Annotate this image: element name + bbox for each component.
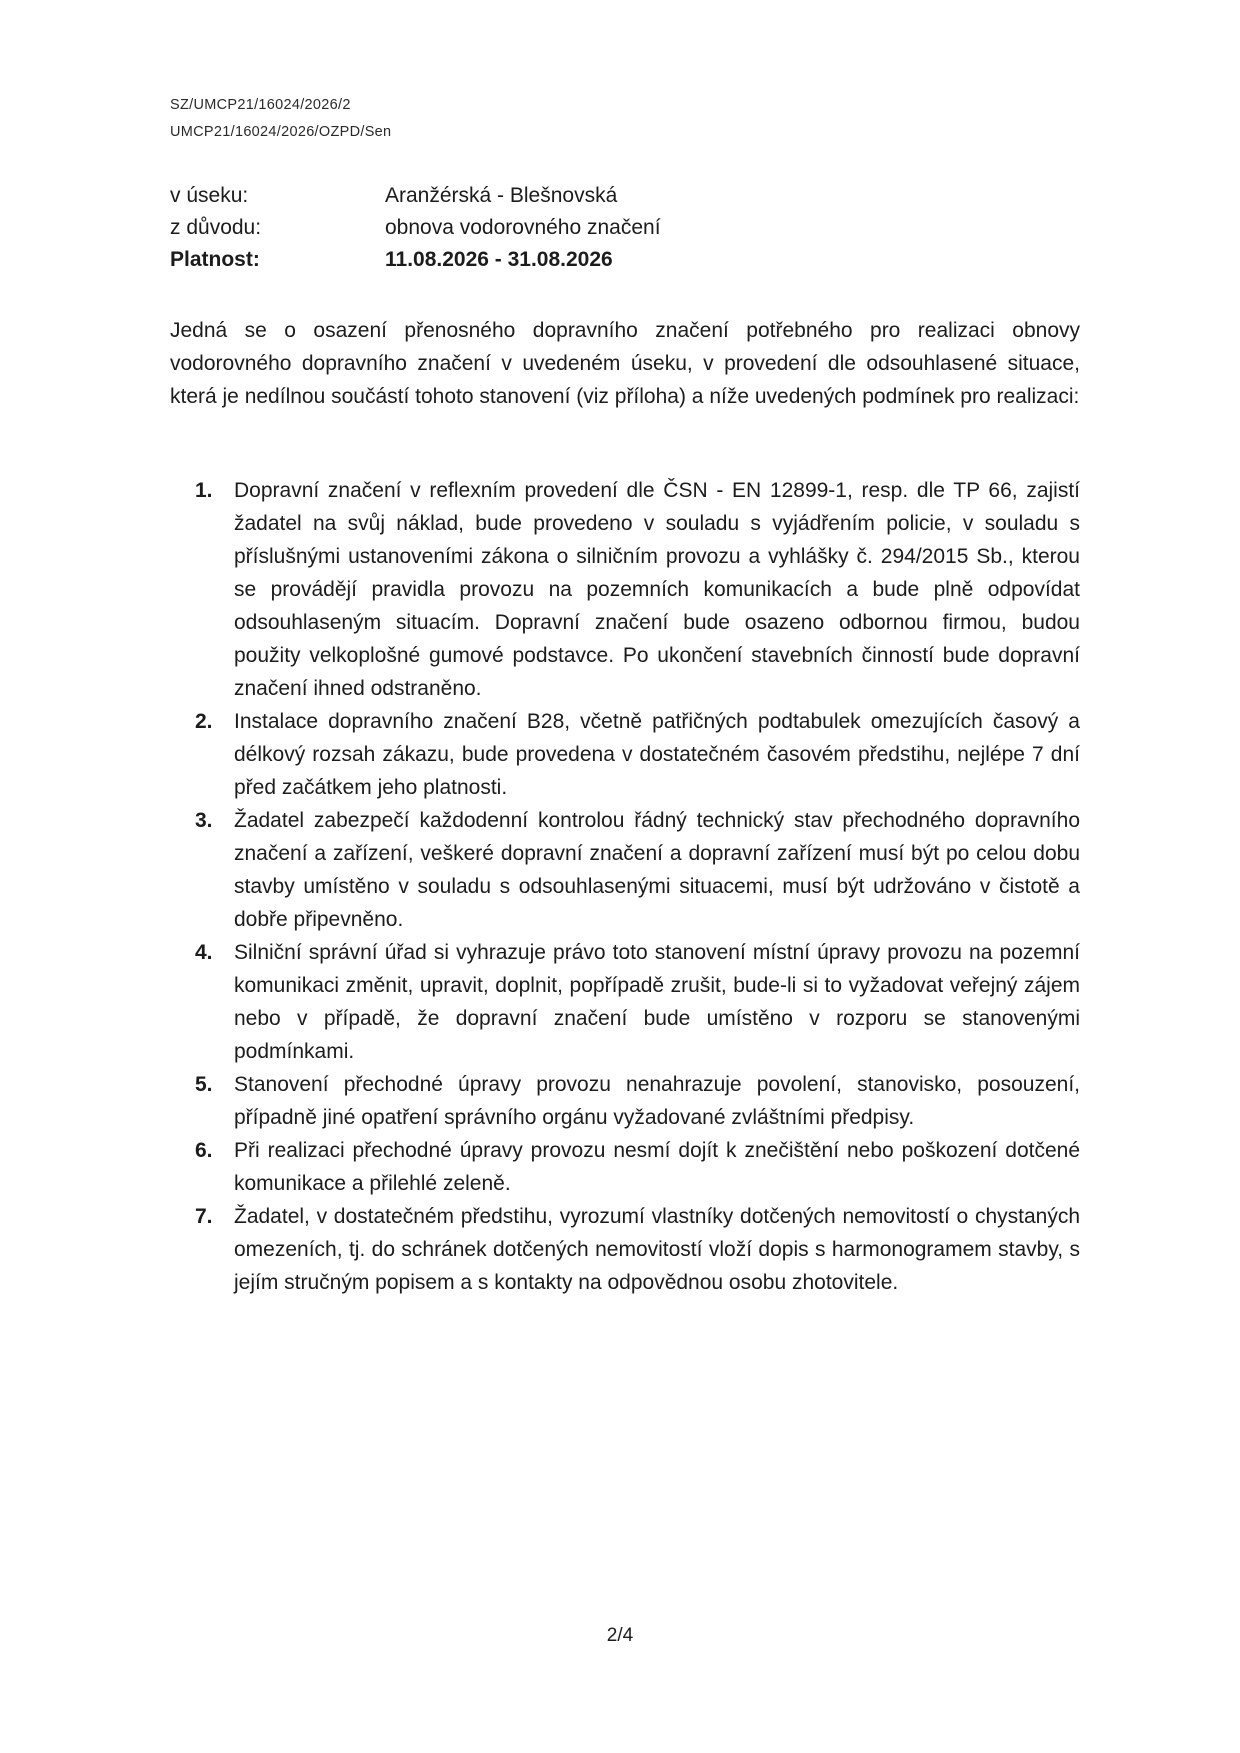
condition-item <box>195 804 1080 936</box>
section-row <box>170 180 985 212</box>
reason-row <box>170 212 985 244</box>
validity-row <box>170 244 985 276</box>
reason-value: obnova vodorovného značení <box>385 216 661 239</box>
condition-text: Silniční správní úřad si vyhrazuje právo toto stanovení místní úpravy provozu na pozemní komunikaci změnit, upravit, doplnit, popřípadě zrušit, bude-li si to vyžadovat veřejný zájem nebo v případě, že dopravní značení bude umístěno v rozporu se stanovenými podmínkami. <box>234 941 1080 1063</box>
condition-text: Dopravní značení v reflexním provedení dle ČSN - EN 12899-1, resp. dle TP 66, zajistí žadatel na svůj náklad, bude provedeno v souladu s vyjádřením policie, v souladu s příslušnými ustanoveními zákona o silničním provozu a vyhlášky č. 294/2015 Sb., kterou se provádějí pravidla provozu na pozemních komunikacích a bude plně odpovídat odsouhlaseným situacím. Dopravní značení bude osazeno odbornou firmou, budou použity velkoplošné gumové podstavce. Po ukončení stavebních činností bude dopravní značení ihned odstraněno. <box>234 479 1080 700</box>
condition-text: Při realizaci přechodné úpravy provozu nesmí dojít k znečištění nebo poškození dotčené komunikace a přilehlé zeleně. <box>234 1139 1080 1195</box>
validity-label: Platnost: <box>170 248 260 271</box>
condition-text: Žadatel zabezpečí každodenní kontrolou řádný technický stav přechodného dopravního značení a zařízení, veškeré dopravní značení a dopravní zařízení musí být po celou dobu stavby umístěno v souladu s odsouhlasenými situacemi, musí být udržováno v čistotě a dobře připevněno. <box>234 809 1080 931</box>
condition-text: Stanovení přechodné úpravy provozu nenahrazuje povolení, stanovisko, posouzení, případně jiné opatření správního orgánu vyžadované zvláštními předpisy. <box>234 1073 1080 1129</box>
reference-line-2: UMCP21/16024/2026/OZPD/Sen <box>170 124 392 140</box>
reason-label: z důvodu: <box>170 216 262 239</box>
condition-item <box>195 705 1080 804</box>
page-number: 2/4 <box>606 1625 634 1646</box>
intro-paragraph: Jedná se o osazení přenosného dopravního značení potřebného pro realizaci obnovy vodorovného dopravního značení v uvedeném úseku, v provedení dle odsouhlasené situace, která je nedílnou součástí tohoto stanovení (viz příloha) a níže uvedených podmínek pro realizaci: <box>170 319 1080 408</box>
validity-value: 11.08.2026 - 31.08.2026 <box>385 248 613 271</box>
condition-item <box>195 1134 1080 1200</box>
condition-text: Žadatel, v dostatečném předstihu, vyrozumí vlastníky dotčených nemovitostí o chystaných omezeních, tj. do schránek dotčených nemovitostí vloží dopis s harmonogramem stavby, s jejím stručným popisem a s kontakty na odpovědnou osobu zhotovitele. <box>234 1205 1080 1294</box>
section-label: v úseku: <box>170 184 249 207</box>
conditions-list <box>195 474 1080 1299</box>
condition-number: 3. <box>195 809 213 832</box>
reference-numbers <box>170 92 391 146</box>
metadata-block <box>170 180 985 276</box>
condition-number: 6. <box>195 1139 213 1162</box>
condition-number: 2. <box>195 710 213 733</box>
section-value: Aranžérská - Blešnovská <box>385 184 618 207</box>
condition-number: 7. <box>195 1205 213 1228</box>
condition-number: 1. <box>195 479 213 502</box>
condition-item <box>195 936 1080 1068</box>
condition-item <box>195 1068 1080 1134</box>
condition-text: Instalace dopravního značení B28, včetně patřičných podtabulek omezujících časový a délkový rozsah zákazu, bude provedena v dostatečném časovém předstihu, nejlépe 7 dní před začátkem jeho platnosti. <box>234 710 1080 799</box>
condition-item <box>195 1200 1080 1299</box>
reference-line-1: SZ/UMCP21/16024/2026/2 <box>170 97 351 113</box>
condition-item <box>195 474 1080 705</box>
condition-number: 5. <box>195 1073 213 1096</box>
condition-number: 4. <box>195 941 213 964</box>
